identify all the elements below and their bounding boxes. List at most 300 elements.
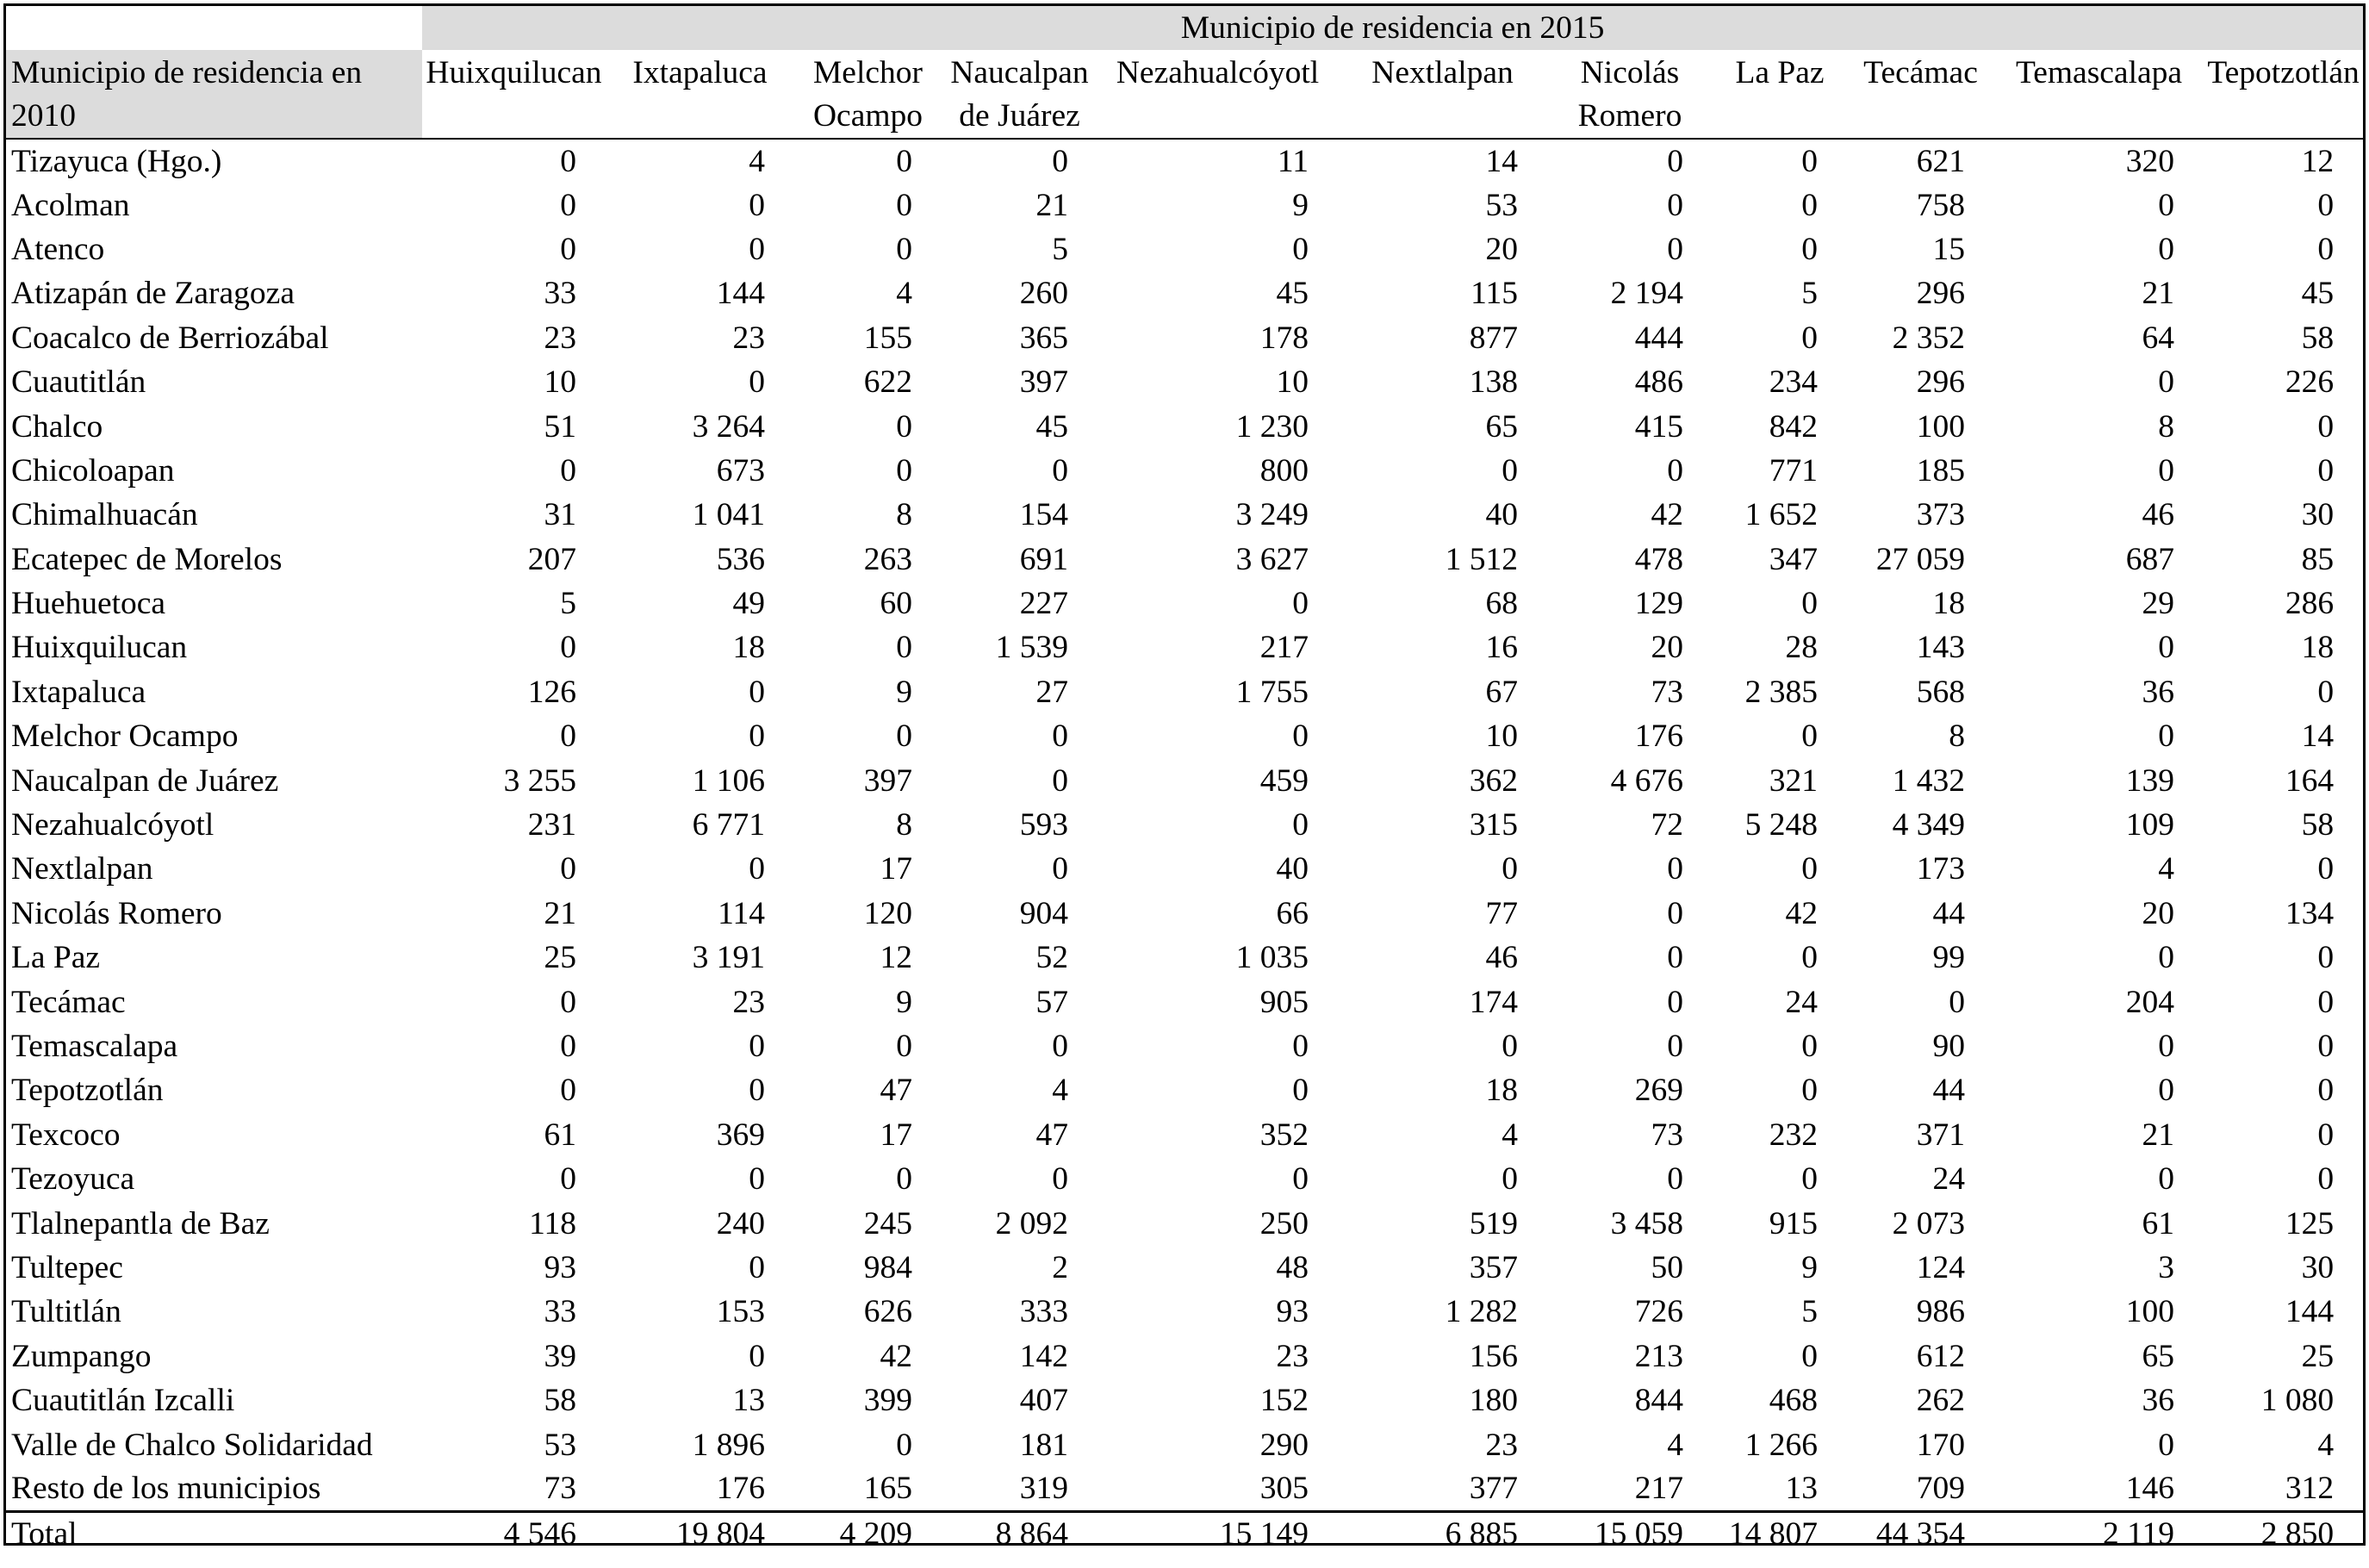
table-cell: 399 [863,1383,912,1419]
row-label: Nextlalpan [11,851,153,887]
table-cell: 0 [749,674,765,710]
table-cell: 262 [1916,1383,1965,1419]
table-cell: 0 [1292,231,1309,267]
table-cell: 0 [1801,851,1818,887]
table-cell: 61 [544,1117,576,1153]
table-cell: 164 [2285,762,2335,799]
table-row [6,1068,2363,1112]
total-cell: 15 149 [1097,1511,1338,1546]
table-cell: 21 [544,895,576,931]
table-cell: 85 [2301,541,2335,577]
table-cell: 20 [2142,895,2174,931]
table-cell: 0 [896,1161,912,1198]
table-cell: 93 [544,1249,576,1285]
table-cell: 0 [1667,231,1683,267]
table-row [6,980,2363,1024]
table-cell: 519 [1469,1205,1518,1241]
table-cell: 9 [896,674,912,710]
table-cell: 126 [527,674,576,710]
table-cell: 1 266 [1744,1427,1818,1463]
migration-table-frame [3,3,2366,1546]
table-row [6,714,2363,758]
table-row [6,271,2363,315]
table-cell: 9 [896,984,912,1020]
table-cell: 877 [1469,320,1518,356]
table-cell: 290 [1259,1427,1309,1463]
table-cell: 5 [560,586,576,622]
table-row [6,1467,2363,1511]
header-row-group [6,6,2363,50]
table-body [6,139,2363,1546]
table-cell: 0 [560,851,576,887]
table-cell: 0 [560,984,576,1020]
row-label: Chalco [11,408,103,445]
table-cell: 0 [1052,762,1068,799]
row-label: Tecámac [11,984,126,1020]
table-cell: 905 [1259,984,1309,1020]
table-cell: 165 [863,1471,912,1507]
table-cell: 185 [1916,452,1965,488]
table-cell: 180 [1469,1383,1518,1419]
table-cell: 3 458 [1610,1205,1683,1241]
table-cell: 459 [1259,762,1309,799]
column-header: Temascalapa [1994,50,2204,139]
table-cell: 0 [1667,452,1683,488]
table-cell: 21 [2142,1117,2174,1153]
table-cell: 3 627 [1235,541,1309,577]
table-cell: 0 [749,1073,765,1109]
row-label: Valle de Chalco Solidaridad [11,1427,373,1463]
table-cell: 0 [2317,1029,2335,1064]
table-cell: 33 [544,276,576,312]
table-cell: 333 [1019,1294,1068,1330]
table-cell: 31 [544,497,576,533]
table-cell: 0 [896,1029,912,1064]
table-cell: 1 432 [1892,762,1965,799]
table-cell: 0 [560,452,576,488]
table-cell: 20 [1651,630,1683,666]
table-cell: 593 [1019,807,1068,843]
table-cell: 58 [2301,807,2335,843]
table-cell: 369 [716,1117,765,1153]
table-cell: 0 [1801,143,1818,179]
row-label: Nezahualcóyotl [11,807,215,843]
table-cell: 0 [2158,1029,2174,1064]
table-cell: 23 [544,320,576,356]
table-cell: 1 080 [2260,1383,2335,1419]
column-header: La Paz [1713,50,1847,139]
column-header: Tepotzotlán [2204,50,2363,139]
table-cell: 0 [1292,807,1309,843]
table-cell: 170 [1916,1427,1965,1463]
table-cell: 125 [2285,1205,2335,1241]
table-cell: 373 [1916,497,1965,533]
row-label: Temascalapa [11,1029,178,1064]
table-cell: 45 [2301,276,2335,312]
table-cell: 93 [1276,1294,1309,1330]
table-cell: 673 [716,452,765,488]
column-header: Naucalpan de Juárez [942,50,1097,139]
row-label: Tizayuca (Hgo.) [11,143,222,179]
table-cell: 0 [896,187,912,223]
table-cell: 352 [1259,1117,1309,1153]
total-cell: 19 804 [606,1511,794,1546]
table-row [6,582,2363,625]
table-cell: 0 [560,143,576,179]
table-cell: 24 [1932,1161,1965,1198]
table-cell: 1 035 [1235,940,1309,976]
column-header: Nextlalpan [1338,50,1547,139]
table-cell: 3 191 [692,940,765,976]
table-cell: 709 [1916,1471,1965,1507]
table-cell: 0 [2317,674,2335,710]
table-cell: 5 [1801,1294,1818,1330]
table-cell: 18 [1485,1073,1518,1109]
table-cell: 0 [1667,143,1683,179]
table-cell: 77 [1485,895,1518,931]
table-row [6,1335,2363,1378]
table-cell: 0 [1801,1338,1818,1374]
table-cell: 0 [1292,586,1309,622]
table-cell: 138 [1469,364,1518,401]
row-label: Tultepec [11,1249,123,1285]
table-cell: 1 755 [1235,674,1309,710]
table-cell: 269 [1634,1073,1683,1109]
table-cell: 11 [1277,143,1309,179]
table-cell: 0 [2158,630,2174,666]
table-cell: 726 [1634,1294,1683,1330]
table-cell: 90 [1932,1029,1965,1064]
table-cell: 1 282 [1445,1294,1518,1330]
table-cell: 20 [1485,231,1518,267]
table-cell: 67 [1485,674,1518,710]
row-header-2010: Municipio de residencia en 2010 [6,50,422,139]
table-cell: 100 [1916,408,1965,445]
table-cell: 115 [1471,276,1518,312]
table-cell: 0 [2317,1073,2335,1109]
table-cell: 0 [2317,984,2335,1020]
table-cell: 0 [1667,940,1683,976]
table-cell: 65 [2142,1338,2174,1374]
row-label: Tlalnepantla de Baz [11,1205,270,1241]
table-cell: 691 [1019,541,1068,577]
table-cell: 0 [560,1029,576,1064]
table-cell: 13 [732,1383,765,1419]
table-cell: 99 [1932,940,1965,976]
column-header: Nicolás Romero [1547,50,1713,139]
row-label: Coacalco de Berriozábal [11,320,329,356]
table-cell: 3 [2158,1249,2174,1285]
table-cell: 227 [1019,586,1068,622]
row-label: Texcoco [11,1117,121,1153]
table-cell: 296 [1916,276,1965,312]
table-cell: 371 [1916,1117,1965,1153]
table-cell: 28 [1785,630,1818,666]
table-cell: 213 [1634,1338,1683,1374]
table-cell: 100 [2125,1294,2174,1330]
table-row [6,449,2363,493]
table-cell: 0 [2317,452,2335,488]
table-cell: 0 [2317,231,2335,267]
row-label: Ecatepec de Morelos [11,541,283,577]
table-cell: 0 [2158,452,2174,488]
table-cell: 0 [2317,1161,2335,1198]
table-cell: 0 [1667,187,1683,223]
table-cell: 986 [1916,1294,1965,1330]
table-row [6,1422,2363,1466]
table-cell: 0 [560,1073,576,1109]
table-cell: 207 [527,541,576,577]
table-cell: 5 248 [1744,807,1818,843]
table-cell: 23 [1485,1427,1518,1463]
total-cell: 14 807 [1713,1511,1847,1546]
table-row [6,316,2363,360]
table-cell: 23 [1276,1338,1309,1374]
table-cell: 47 [1035,1117,1068,1153]
table-cell: 362 [1469,762,1518,799]
table-cell: 0 [1801,1073,1818,1109]
table-cell: 0 [2317,851,2335,887]
table-cell: 0 [1667,984,1683,1020]
table-row [6,227,2363,271]
total-cell: 15 059 [1547,1511,1713,1546]
table-cell: 240 [716,1205,765,1241]
table-row [6,493,2363,537]
table-cell: 156 [1469,1338,1518,1374]
table-cell: 320 [2125,143,2174,179]
table-cell: 984 [863,1249,912,1285]
table-cell: 8 [896,807,912,843]
table-cell: 57 [1035,984,1068,1020]
table-cell: 0 [896,408,912,445]
table-row [6,1201,2363,1245]
table-row [6,758,2363,802]
total-cell: 8 864 [942,1511,1097,1546]
table-cell: 365 [1019,320,1068,356]
table-cell: 0 [1801,940,1818,976]
table-cell: 2 [1052,1249,1068,1285]
row-label: La Paz [11,940,101,976]
table-cell: 0 [896,452,912,488]
table-cell: 134 [2285,895,2335,931]
row-label: Nicolás Romero [11,895,222,931]
table-cell: 0 [2317,187,2335,223]
table-cell: 0 [1052,719,1068,755]
table-cell: 357 [1469,1249,1518,1285]
table-cell: 118 [529,1205,576,1241]
table-cell: 2 092 [995,1205,1068,1241]
table-cell: 16 [1485,630,1518,666]
table-cell: 0 [1292,1029,1309,1064]
table-cell: 120 [863,895,912,931]
table-cell: 4 [749,143,765,179]
row-label: Atenco [11,231,105,267]
table-cell: 144 [2285,1294,2335,1330]
table-cell: 347 [1769,541,1818,577]
total-label: Total [6,1511,422,1546]
table-cell: 0 [2158,1161,2174,1198]
table-cell: 0 [1052,851,1068,887]
table-cell: 129 [1634,586,1683,622]
table-cell: 0 [1052,143,1068,179]
total-cell: 44 354 [1847,1511,1994,1546]
table-cell: 0 [2158,1073,2174,1109]
table-cell: 0 [1667,1029,1683,1064]
table-row [6,1113,2363,1157]
table-cell: 4 [2317,1427,2335,1463]
table-row [6,1024,2363,1068]
row-label: Zumpango [11,1338,152,1374]
table-cell: 45 [1035,408,1068,445]
table-cell: 51 [544,408,576,445]
table-cell: 844 [1634,1383,1683,1419]
table-cell: 0 [1052,1029,1068,1064]
table-cell: 536 [716,541,765,577]
table-cell: 12 [2301,143,2335,179]
table-cell: 4 349 [1892,807,1965,843]
table-cell: 0 [1502,1161,1518,1198]
table-cell: 315 [1469,807,1518,843]
table-cell: 42 [1785,895,1818,931]
table-cell: 0 [1667,851,1683,887]
table-cell: 397 [1019,364,1068,401]
table-cell: 0 [1667,895,1683,931]
table-cell: 1 041 [692,497,765,533]
table-cell: 21 [2142,276,2174,312]
table-cell: 4 [2158,851,2174,887]
column-header: Melchor Ocampo [794,50,942,139]
table-cell: 0 [2317,940,2335,976]
table-cell: 47 [880,1073,912,1109]
table-cell: 0 [2158,940,2174,976]
table-cell: 109 [2125,807,2174,843]
total-cell: 4 209 [794,1511,942,1546]
table-cell: 231 [527,807,576,843]
table-cell: 15 [1932,231,1965,267]
table-cell: 48 [1276,1249,1309,1285]
table-cell: 0 [749,851,765,887]
table-cell: 50 [1651,1249,1683,1285]
table-cell: 621 [1916,143,1965,179]
table-cell: 234 [1769,364,1818,401]
table-cell: 73 [544,1471,576,1507]
row-label: Cuautitlán Izcalli [11,1383,235,1419]
table-cell: 0 [560,187,576,223]
table-cell: 0 [896,1427,912,1463]
table-cell: 14 [1485,143,1518,179]
table-cell: 14 [2301,719,2335,755]
table-cell: 0 [1801,719,1818,755]
table-cell: 2 385 [1744,674,1818,710]
table-cell: 8 [896,497,912,533]
table-cell: 52 [1035,940,1068,976]
table-cell: 407 [1019,1383,1068,1419]
table-cell: 0 [749,719,765,755]
table-cell: 9 [1292,187,1309,223]
table-cell: 124 [1916,1249,1965,1285]
table-cell: 800 [1259,452,1309,488]
table-cell: 10 [544,364,576,401]
table-cell: 0 [1801,320,1818,356]
table-cell: 622 [863,364,912,401]
table-cell: 296 [1916,364,1965,401]
table-cell: 6 771 [692,807,765,843]
table-cell: 4 [1502,1117,1518,1153]
header-row-columns [6,50,2363,139]
table-cell: 18 [2301,630,2335,666]
table-cell: 73 [1651,1117,1683,1153]
table-cell: 377 [1469,1471,1518,1507]
table-cell: 568 [1916,674,1965,710]
table-cell: 217 [1634,1471,1683,1507]
header-blank-cell [6,6,422,50]
table-cell: 143 [1916,630,1965,666]
column-header: Huixquilucan [422,50,606,139]
table-cell: 66 [1276,895,1309,931]
table-cell: 0 [1292,719,1309,755]
table-cell: 8 [2158,408,2174,445]
table-cell: 181 [1019,1427,1068,1463]
migration-table [6,6,2363,1546]
table-cell: 44 [1932,895,1965,931]
table-cell: 4 [1667,1427,1683,1463]
table-cell: 0 [1801,586,1818,622]
total-cell: 2 119 [1994,1511,2204,1546]
table-cell: 29 [2142,586,2174,622]
table-cell: 319 [1019,1471,1068,1507]
table-cell: 0 [560,231,576,267]
table-cell: 42 [880,1338,912,1374]
table-cell: 61 [2142,1205,2174,1241]
row-label: Tezoyuca [11,1161,135,1198]
table-cell: 5 [1052,231,1068,267]
table-cell: 0 [1667,1161,1683,1198]
table-cell: 53 [1485,187,1518,223]
table-row [6,183,2363,227]
column-header: Ixtapaluca [606,50,794,139]
table-cell: 153 [716,1294,765,1330]
table-cell: 0 [1292,1073,1309,1109]
table-cell: 33 [544,1294,576,1330]
table-cell: 49 [732,586,765,622]
table-cell: 842 [1769,408,1818,445]
total-row [6,1511,2363,1546]
table-cell: 8 [1949,719,1965,755]
table-row [6,847,2363,891]
table-cell: 68 [1485,586,1518,622]
table-cell: 23 [732,320,765,356]
table-cell: 46 [1485,940,1518,976]
table-cell: 0 [896,231,912,267]
table-cell: 397 [863,762,912,799]
table-cell: 3 249 [1235,497,1309,533]
table-cell: 36 [2142,674,2174,710]
table-cell: 305 [1259,1471,1309,1507]
table-row [6,1378,2363,1422]
table-cell: 0 [1502,851,1518,887]
table-cell: 45 [1276,276,1309,312]
table-cell: 0 [896,630,912,666]
table-cell: 486 [1634,364,1683,401]
table-cell: 263 [863,541,912,577]
row-label: Tepotzotlán [11,1073,164,1109]
table-cell: 58 [544,1383,576,1419]
table-row [6,803,2363,847]
table-cell: 1 230 [1235,408,1309,445]
table-cell: 0 [749,231,765,267]
table-cell: 0 [2158,364,2174,401]
table-cell: 444 [1634,320,1683,356]
